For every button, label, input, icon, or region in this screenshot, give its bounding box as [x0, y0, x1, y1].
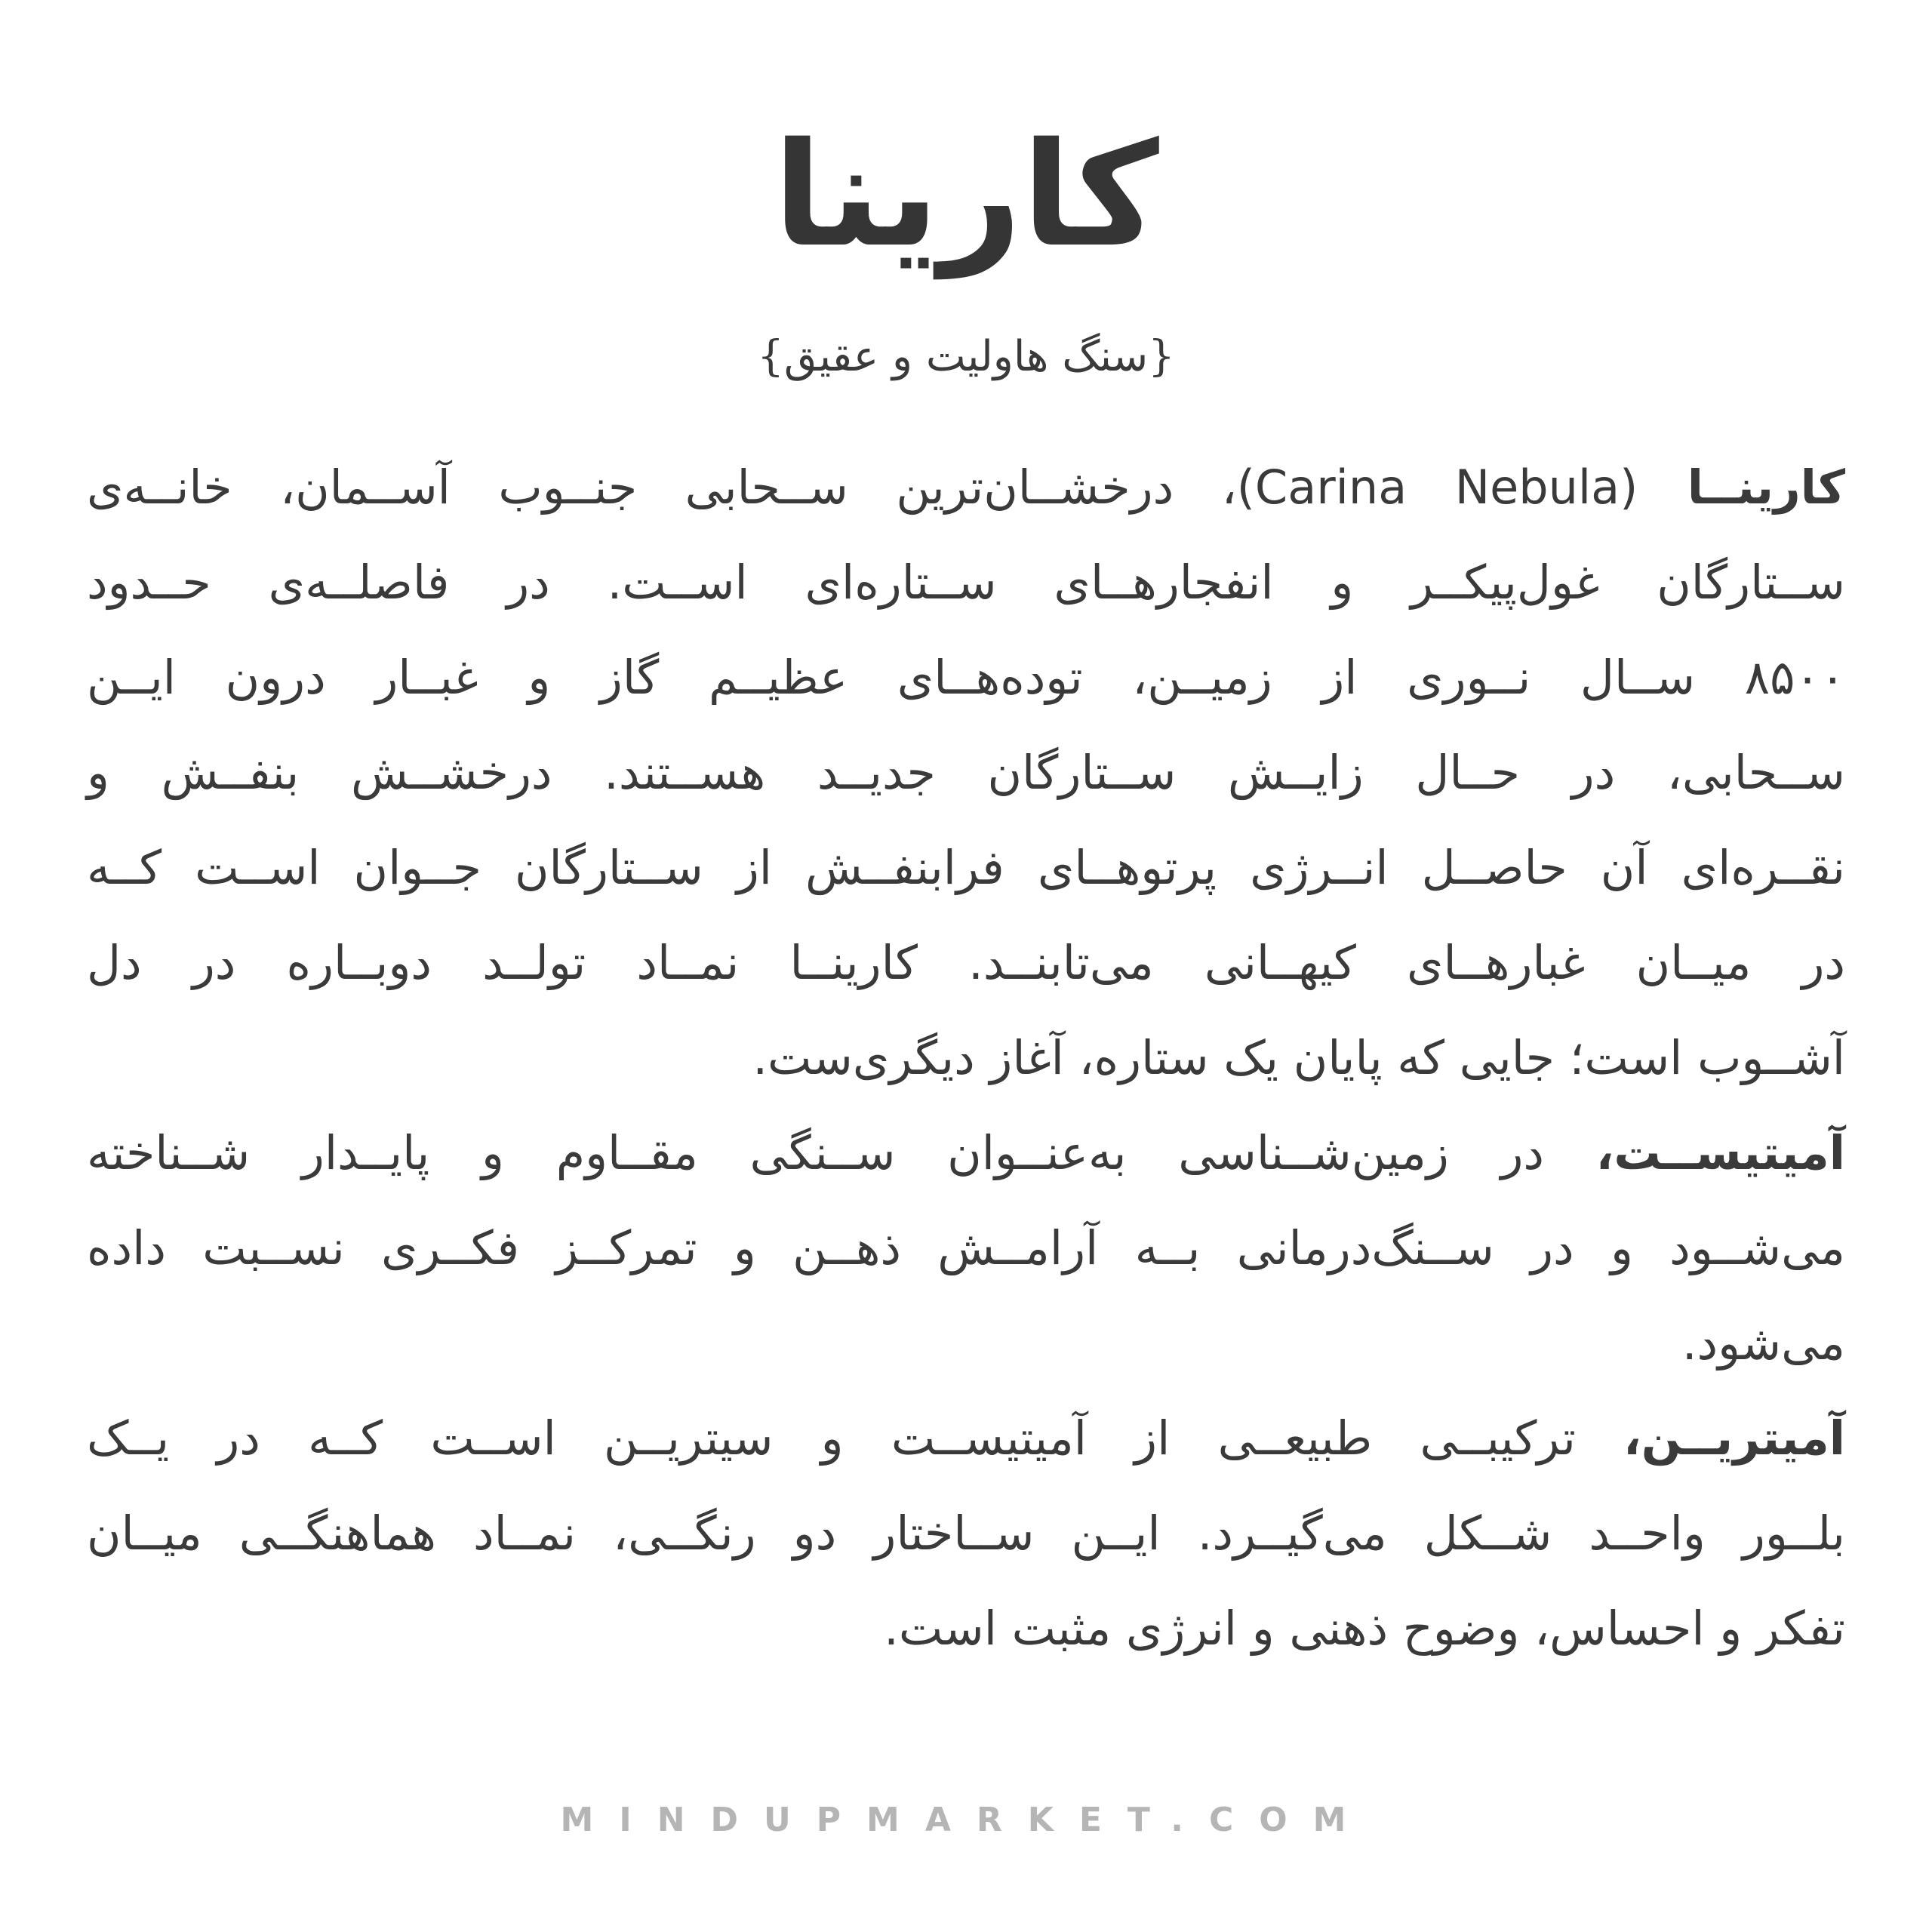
text-segment: (Carina Nebula)، درخشــان‌ترین ســحابی جنــوب آســمان، خانــه‌ی	[87, 460, 1638, 515]
bold-term: کارینــا	[1638, 460, 1846, 515]
text-segment: ۸۵۰۰ ســال نــوری از زمیــن، توده‌هــای عظیــم گاز و غبــار درون ایــن	[87, 650, 1845, 705]
text-segment: می‌شــود و در ســنگ‌درمانی بــه آرامــش ذهــن و تمرکــز فکــری نســبت داده	[87, 1220, 1845, 1275]
text-segment: بلــور واحــد شــکل می‌گیــرد. ایــن ســاختار دو رنگــی، نمــاد هماهنگــی میــان	[87, 1506, 1845, 1561]
page-title: کارینا	[773, 110, 1159, 278]
text-line	[87, 1296, 1845, 1391]
text-segment: ترکیبــی طبیعــی از آمیتیســت و سیتریــن اســت کــه در یــک	[87, 1411, 1624, 1466]
text-segment: نقــره‌ای آن حاصــل انــرژی پرتوهــای فرابنفــش از ســتارگان جــوان اســت کــه	[87, 840, 1845, 895]
bold-term: آمیتیســت،	[1595, 1125, 1845, 1180]
text-line	[87, 1486, 1845, 1581]
text-line	[87, 1201, 1845, 1296]
text-segment: می‌شود.	[1681, 1315, 1845, 1371]
body-text	[87, 440, 1845, 1676]
text-line	[87, 1581, 1845, 1676]
text-line	[87, 915, 1845, 1011]
text-line	[87, 725, 1845, 820]
text-line	[87, 1391, 1845, 1486]
text-segment: تفکر و احساس، وضوح ذهنی و انرژی مثبت است.	[884, 1601, 1845, 1656]
text-line	[87, 535, 1845, 630]
text-line	[87, 1011, 1845, 1106]
text-segment: در میــان غبارهــای کیهــانی می‌تابنــد. کارینــا نمــاد تولــد دوبــاره در دل	[87, 935, 1845, 990]
brand-footer: MINDUPMARKET.COM	[560, 1801, 1372, 1839]
text-line	[87, 630, 1845, 725]
text-line	[87, 820, 1845, 915]
page-subtitle: {سنگ هاولیت و عقیق}	[757, 332, 1175, 381]
text-segment: ســتارگان غول‌پیکــر و انفجارهــای ســتاره‌ای اســت. در فاصلــه‌ی حــدود	[87, 555, 1845, 610]
text-segment: آشــوب است؛ جایی که پایان یک ستاره، آغاز دیگری‌ست.	[752, 1030, 1845, 1085]
text-line	[87, 440, 1845, 535]
text-line	[87, 1106, 1845, 1201]
bold-term: آمیتریــن،	[1623, 1411, 1845, 1466]
text-segment: ســحابی، در حــال زایــش ســتارگان جدیــد هســتند. درخشــش بنفــش و	[87, 745, 1845, 800]
text-segment: در زمین‌شــناسی به‌عنــوان ســنگی مقــاوم و پایــدار شــناخته	[87, 1125, 1596, 1180]
